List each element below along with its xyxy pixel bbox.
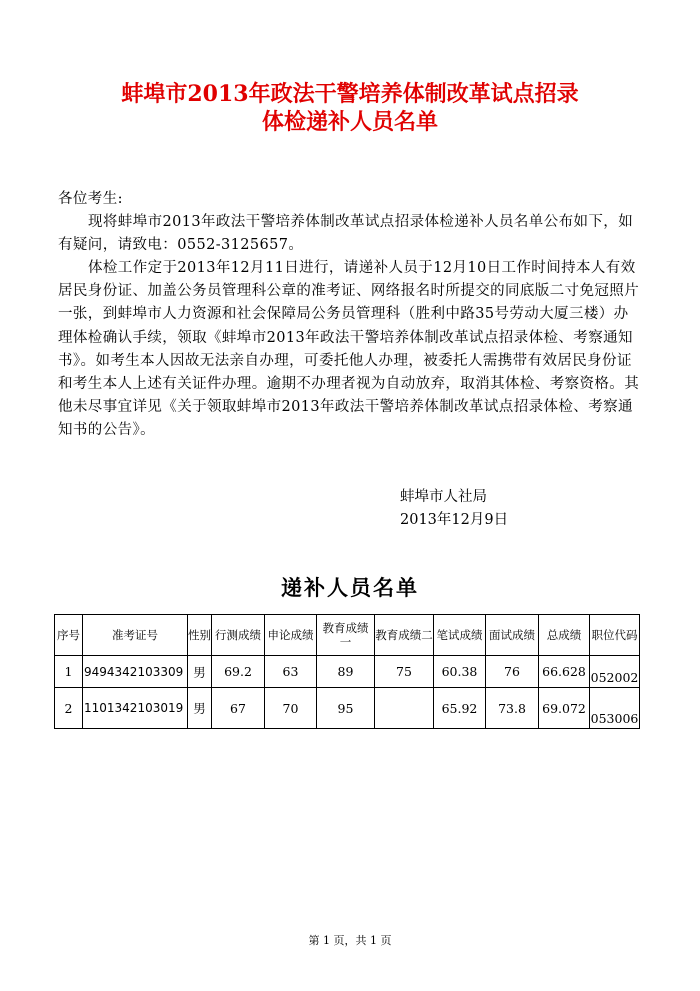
header-total: 总成绩: [539, 615, 590, 656]
document-title-line2: 体检递补人员名单: [261, 109, 438, 135]
cell-shenlun: 70: [265, 688, 317, 729]
notice-paragraph-1: [58, 211, 640, 257]
header-exam-no: 准考证号: [83, 615, 188, 656]
cell-total: 69.072: [539, 688, 590, 729]
header-edu1: 教育成绩一: [317, 615, 375, 656]
header-xingce: 行测成绩: [212, 615, 265, 656]
cell-gender: 男: [188, 656, 212, 688]
document-title-line1: 蚌埠市2013年政法干警培养体制改革试点招录: [121, 81, 579, 107]
list-title: 递补人员名单: [281, 575, 419, 600]
table-header-row: [55, 615, 640, 656]
cell-exam-no: 9494342103309: [83, 656, 188, 688]
cell-post-code: 052002: [590, 656, 640, 688]
notice-paragraph-2-text: 体检工作定于2013年12月11日进行，请递补人员于12月10日工作时间持本人有效居民身份证、加盖公务员管理科公章的准考证、网络报名时所提交的同底版二寸免冠照片一张，到蚌埠市人力资源和社会保障局公务员管理科（胜利中路35号劳动大厦三楼）办理体检确认手续，领取《蚌埠市2013年政法干警培养体制改革试点招录体检、考察通知书》。如考生本人因故无法亲自办理，可委托他人办理，被委托人需携带有效居民身份证和考生本人上述有关证件办理。逾期不办理者视为自动放弃，取消其体检、考察资格。其他未尽事宜详见《关于领取蚌埠市2013年政法干警培养体制改革试点招录体检、考察通知书的公告》。: [58, 260, 640, 439]
cell-seq: 2: [55, 688, 83, 729]
cell-post-code: 053006: [590, 688, 640, 729]
cell-edu1: 89: [317, 656, 375, 688]
cell-shenlun: 63: [265, 656, 317, 688]
header-shenlun: 申论成绩: [265, 615, 317, 656]
greeting: 各位考生:: [58, 191, 123, 207]
cell-gender: 男: [188, 688, 212, 729]
candidate-table: [54, 614, 640, 729]
header-post-code: 职位代码: [590, 615, 640, 656]
header-interview: 面试成绩: [486, 615, 539, 656]
header-seq: 序号: [55, 615, 83, 656]
cell-xingce: 69.2: [212, 656, 265, 688]
cell-written: 65.92: [434, 688, 486, 729]
notice-paragraph-2: [58, 257, 640, 443]
signature-organization: 蚌埠市人社局: [400, 489, 487, 505]
cell-interview: 76: [486, 656, 539, 688]
cell-interview: 73.8: [486, 688, 539, 729]
cell-written: 60.38: [434, 656, 486, 688]
cell-total: 66.628: [539, 656, 590, 688]
table-row: [55, 656, 640, 688]
cell-edu1: 95: [317, 688, 375, 729]
header-written: 笔试成绩: [434, 615, 486, 656]
header-edu2: 教育成绩二: [375, 615, 434, 656]
cell-edu2: [375, 688, 434, 729]
table-row: [55, 688, 640, 729]
notice-paragraph-1-text: 现将蚌埠市2013年政法干警培养体制改革试点招录体检递补人员名单公布如下，如有疑问，请致电：0552-3125657。: [58, 214, 634, 254]
header-gender: 性别: [188, 615, 212, 656]
page-footer: 第 1 页，共 1 页: [308, 934, 392, 947]
signature-date: 2013年12月9日: [400, 512, 509, 528]
cell-exam-no: 1101342103019: [83, 688, 188, 729]
cell-edu2: 75: [375, 656, 434, 688]
cell-xingce: 67: [212, 688, 265, 729]
cell-seq: 1: [55, 656, 83, 688]
